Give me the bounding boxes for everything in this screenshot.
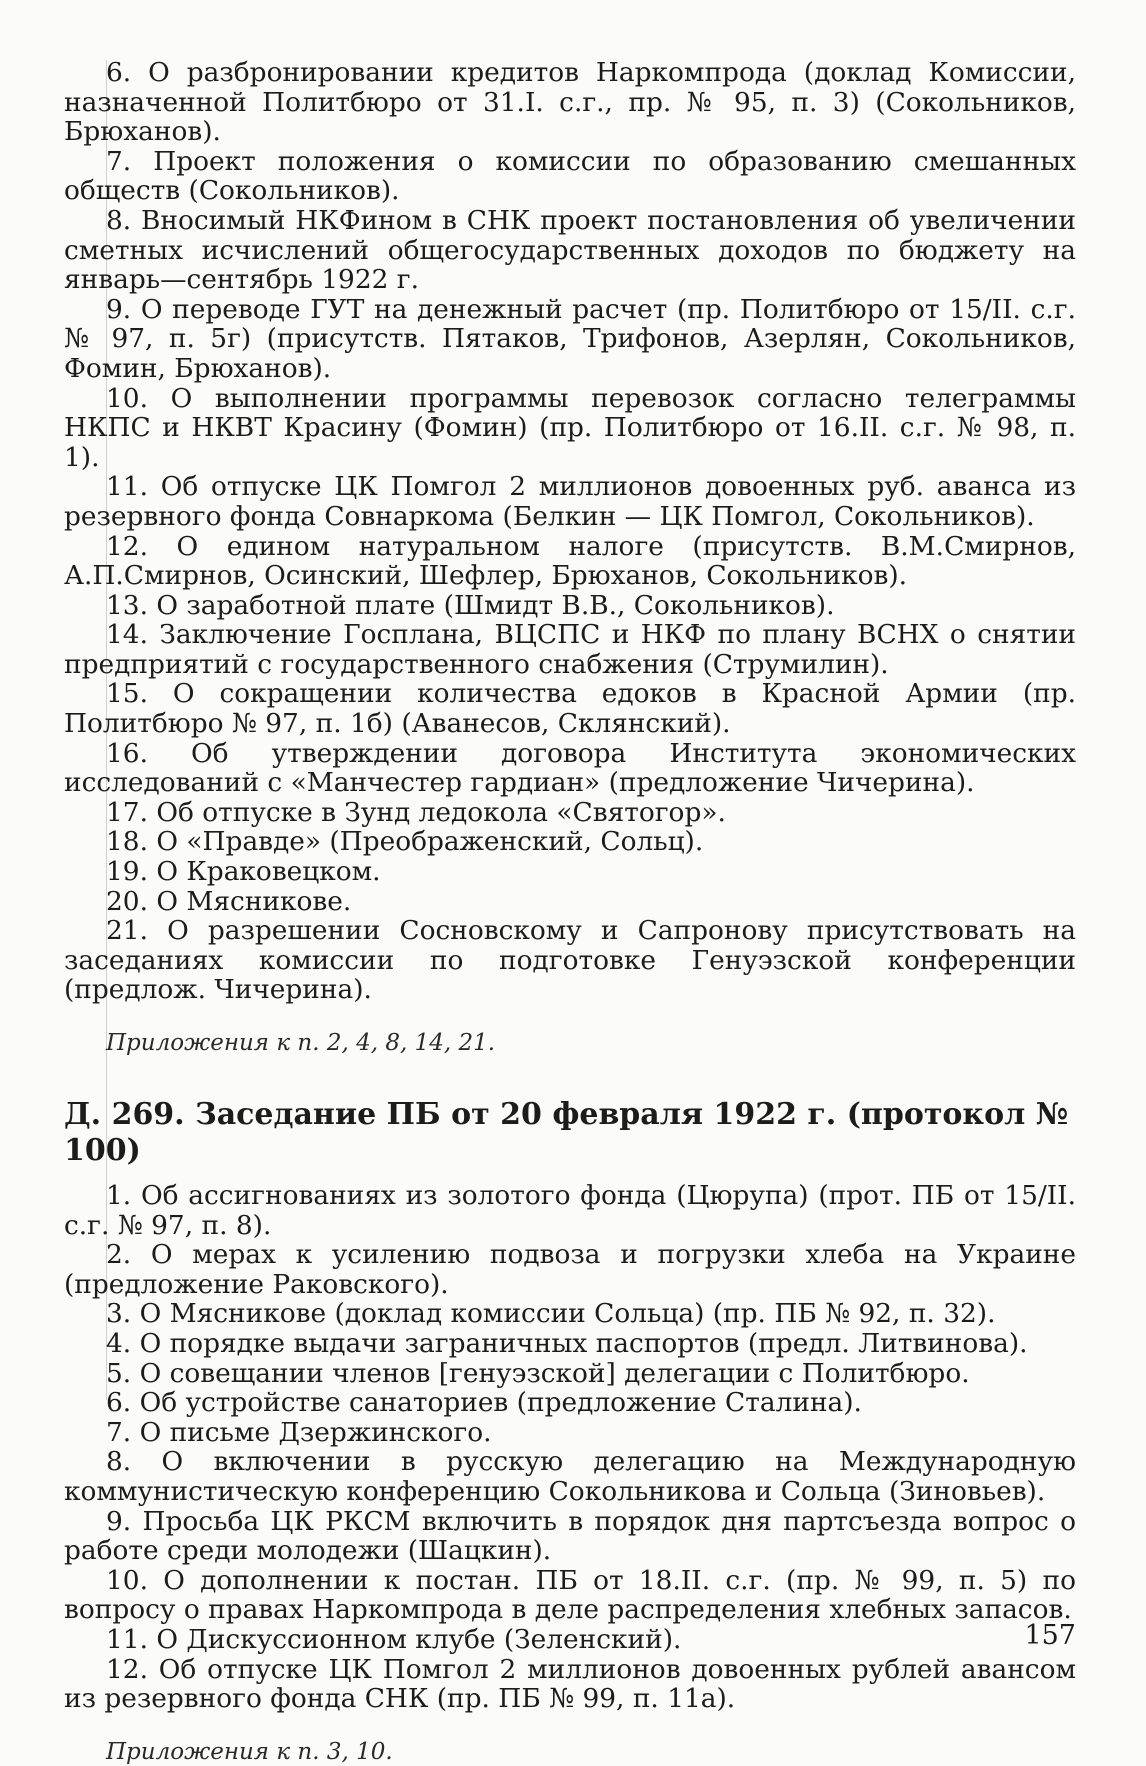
list-item: 5. О совещании членов [генуэзской] делегации с Политбюро. xyxy=(106,1357,970,1389)
list-item: 2. О мерах к усилению подвоза и погрузки хлеба на Украине (предложение Раковского). xyxy=(64,1239,1076,1300)
list-item: 20. О Мясникове. xyxy=(106,885,352,917)
list-item: 8. О включении в русскую делегацию на Международную коммунистическую конференцию Сокольникова и Сольца (Зиновьев). xyxy=(64,1446,1076,1507)
list-item: 17. Об отпуске в Зунд ледокола «Святогор». xyxy=(106,796,726,828)
list-item: 9. О переводе ГУТ на денежный расчет (пр. Политбюро от 15/II. с.г. № 97, п. 5г) (присутств. Пятаков, Трифонов, Азерлян, Сокольников, Фомин, Брюханов). xyxy=(64,293,1076,384)
list-item: 3. О Мясникове (доклад комиссии Сольца) (пр. ПБ № 92, п. 32). xyxy=(106,1298,996,1330)
list-item: 16. Об утверждении договора Института экономических исследований с «Манчестер гардиан» (предложение Чичерина). xyxy=(64,737,1076,799)
page-number: 157 xyxy=(1024,1620,1076,1651)
list-item: 11. О Дискуссионном клубе (Зеленский). xyxy=(106,1623,682,1655)
list-item: 15. О сокращении количества едоков в Красной Армии (пр. Политбюро № 97, п. 1б) (Аванесов, Склянский). xyxy=(64,678,1076,740)
list-item: 11. Об отпуске ЦК Помгол 2 миллионов довоенных руб. аванса из резервного фонда Совнаркома (Белкин — ЦК Помгол, Сокольников). xyxy=(64,471,1076,532)
protocol-items-list xyxy=(64,1181,1076,1714)
list-item: 12. О едином натуральном налоге (присутств. В.М.Смирнов, А.П.Смирнов, Осинский, Шефлер, Брюханов, Сокольников). xyxy=(64,530,1076,592)
list-item: 6. Об устройстве санаториев (предложение Сталина). xyxy=(106,1387,862,1419)
list-item: 14. Заключение Госплана, ВЦСПС и НКФ по плану ВСНХ о снятии предприятий с государственного снабжения (Струмилин). xyxy=(64,619,1076,680)
protocol-items-list xyxy=(64,58,1076,1005)
list-item: 1. Об ассигнованиях из золотого фонда (Цюрупа) (прот. ПБ от 15/II. с.г. № 97, п. 8). xyxy=(64,1180,1076,1241)
list-item: 12. Об отпуске ЦК Помгол 2 миллионов довоенных рублей авансом из резервного фонда СНК (пр. ПБ № 99, п. 11а). xyxy=(64,1653,1076,1715)
list-item: 7. Проект положения о комиссии по образованию смешанных обществ (Сокольников). xyxy=(64,145,1076,207)
appendix-note: Приложения к п. 2, 4, 8, 14, 21. xyxy=(106,1030,496,1056)
list-item: 18. О «Правде» (Преображенский, Сольц). xyxy=(106,826,704,858)
page-text xyxy=(64,58,1076,1766)
list-item: 10. О выполнении программы перевозок согласно телеграммы НКПС и НКВТ Красину (Фомин) (пр. Политбюро от 16.II. с.г. № 98, п. 1). xyxy=(64,382,1076,473)
list-item: 10. О дополнении к постан. ПБ от 18.II. с.г. (пр. № 99, п. 5) по вопросу о правах Наркомпрода в деле распределения хлебных запасов. xyxy=(64,1564,1076,1626)
list-item: 13. О заработной плате (Шмидт В.В., Сокольников). xyxy=(106,589,835,621)
list-item: 7. О письме Дзержинского. xyxy=(106,1416,492,1448)
list-item: 6. О разбронировании кредитов Наркомпрода (доклад Комиссии, назначенной Политбюро от 31.I. с.г., пр. № 95, п. 3) (Сокольников, Брюханов). xyxy=(64,57,1076,148)
appendix-note: Приложения к п. 3, 10. xyxy=(106,1738,393,1765)
list-item: 21. О разрешении Сосновскому и Сапронову присутствовать на заседаниях комиссии по подготовке Генуэзской конференции (предлож. Чичерина). xyxy=(64,915,1076,1006)
list-item: 8. Вносимый НКФином в СНК проект постановления об увеличении сметных исчислений общегосударственных доходов по бюджету на январь—сентябрь 1922 г. xyxy=(64,204,1076,296)
list-item: 9. Просьба ЦК РКСМ включить в порядок дня партсъезда вопрос о работе среди молодежи (Шацкин). xyxy=(64,1505,1076,1567)
list-item: 4. О порядке выдачи заграничных паспортов (предл. Литвинова). xyxy=(106,1327,1028,1359)
list-item: 19. О Краковецком. xyxy=(106,856,381,888)
section-heading: Д. 269. Заседание ПБ от 20 февраля 1922 г. (протокол № 100) xyxy=(64,1097,1069,1168)
